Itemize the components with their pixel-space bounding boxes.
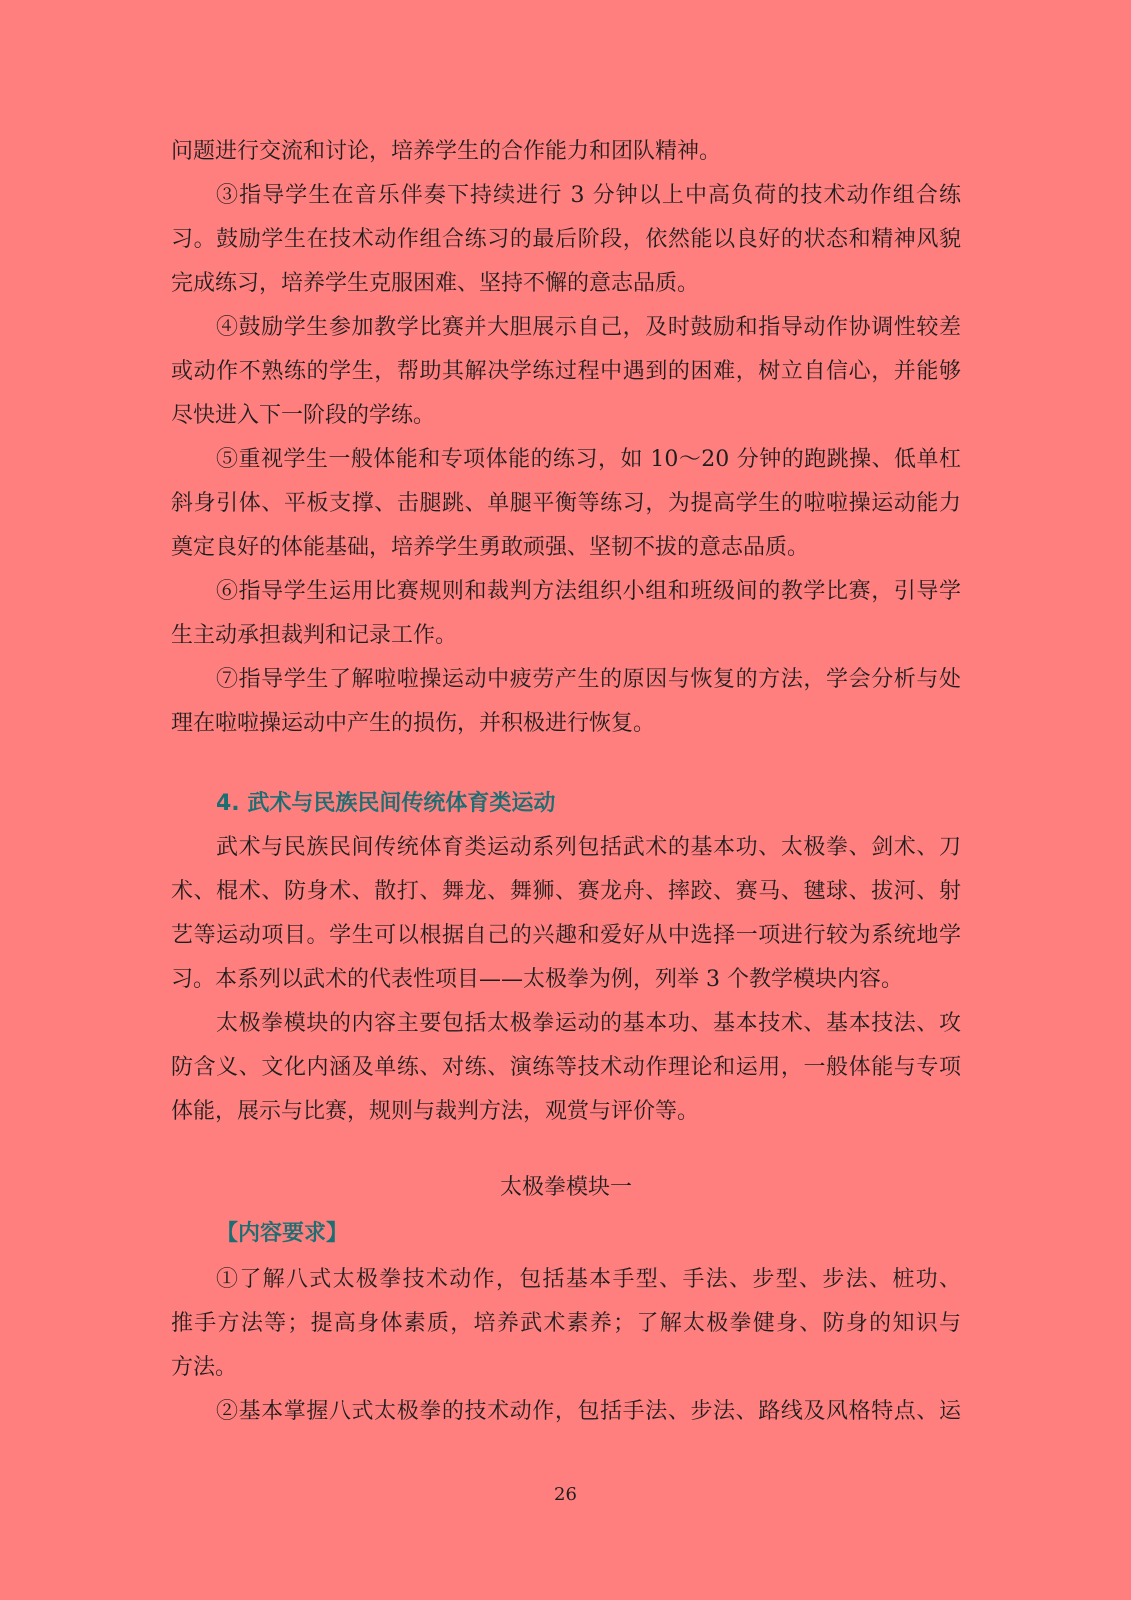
paragraph-line: ⑥指导学生运用比赛规则和裁判方法组织小组和班级间的教学比赛，引导学 [216,579,961,604]
paragraph-line: 理在啦啦操运动中产生的损伤，并积极进行恢复。 [171,711,656,736]
paragraph-line: 体能，展示与比赛，规则与裁判方法，观赏与评价等。 [171,1099,700,1124]
paragraph-line: ⑤重视学生一般体能和专项体能的练习，如 10～20 分钟的跑跳操、低单杠 [216,447,961,472]
paragraph-line: ①了解八式太极拳技术动作，包括基本手型、手法、步型、步法、桩功、 [216,1267,961,1292]
subsection-heading: 【内容要求】 [216,1221,349,1246]
paragraph-line: 或动作不熟练的学生，帮助其解决学练过程中遇到的困难，树立自信心，并能够 [171,359,961,384]
paragraph-line: 武术与民族民间传统体育类运动系列包括武术的基本功、太极拳、剑术、刀 [216,835,961,860]
paragraph-line: ④鼓励学生参加教学比赛并大胆展示自己，及时鼓励和指导动作协调性较差 [216,315,961,340]
paragraph-line: ⑦指导学生了解啦啦操运动中疲劳产生的原因与恢复的方法，学会分析与处 [216,667,961,692]
paragraph-line: 奠定良好的体能基础，培养学生勇敢顽强、坚韧不拔的意志品质。 [171,535,810,560]
page-number: 26 [554,1484,577,1505]
paragraph-line: 完成练习，培养学生克服困难、坚持不懈的意志品质。 [171,271,700,296]
paragraph-line: ③指导学生在音乐伴奏下持续进行 3 分钟以上中高负荷的技术动作组合练 [216,183,961,208]
paragraph-line: ②基本掌握八式太极拳的技术动作，包括手法、步法、路线及风格特点、运 [216,1399,961,1424]
paragraph-line: 尽快进入下一阶段的学练。 [171,403,436,428]
paragraph-line: 习。本系列以武术的代表性项目——太极拳为例，列举 3 个教学模块内容。 [171,967,903,992]
paragraph-line: 太极拳模块的内容主要包括太极拳运动的基本功、基本技术、基本技法、攻 [216,1011,961,1036]
paragraph-line: 术、棍术、防身术、散打、舞龙、舞狮、赛龙舟、摔跤、赛马、毽球、拔河、射 [171,879,961,904]
paragraph-line: 推手方法等；提高身体素质，培养武术素养；了解太极拳健身、防身的知识与 [171,1311,961,1336]
paragraph-line: 防含义、文化内涵及单练、对练、演练等技术动作理论和运用，一般体能与专项 [171,1055,961,1080]
module-title: 太极拳模块一 [499,1175,632,1200]
paragraph-line: 方法。 [171,1355,238,1380]
paragraph-line: 艺等运动项目。学生可以根据自己的兴趣和爱好从中选择一项进行较为系统地学 [171,923,961,948]
paragraph-line: 习。鼓励学生在技术动作组合练习的最后阶段，依然能以良好的状态和精神风貌 [171,227,961,252]
paragraph-line: 问题进行交流和讨论，培养学生的合作能力和团队精神。 [171,139,722,164]
section-heading: 4. 武术与民族民间传统体育类运动 [216,791,556,816]
paragraph-line: 斜身引体、平板支撑、击腿跳、单腿平衡等练习，为提高学生的啦啦操运动能力 [171,491,961,516]
paragraph-line: 生主动承担裁判和记录工作。 [171,623,458,648]
